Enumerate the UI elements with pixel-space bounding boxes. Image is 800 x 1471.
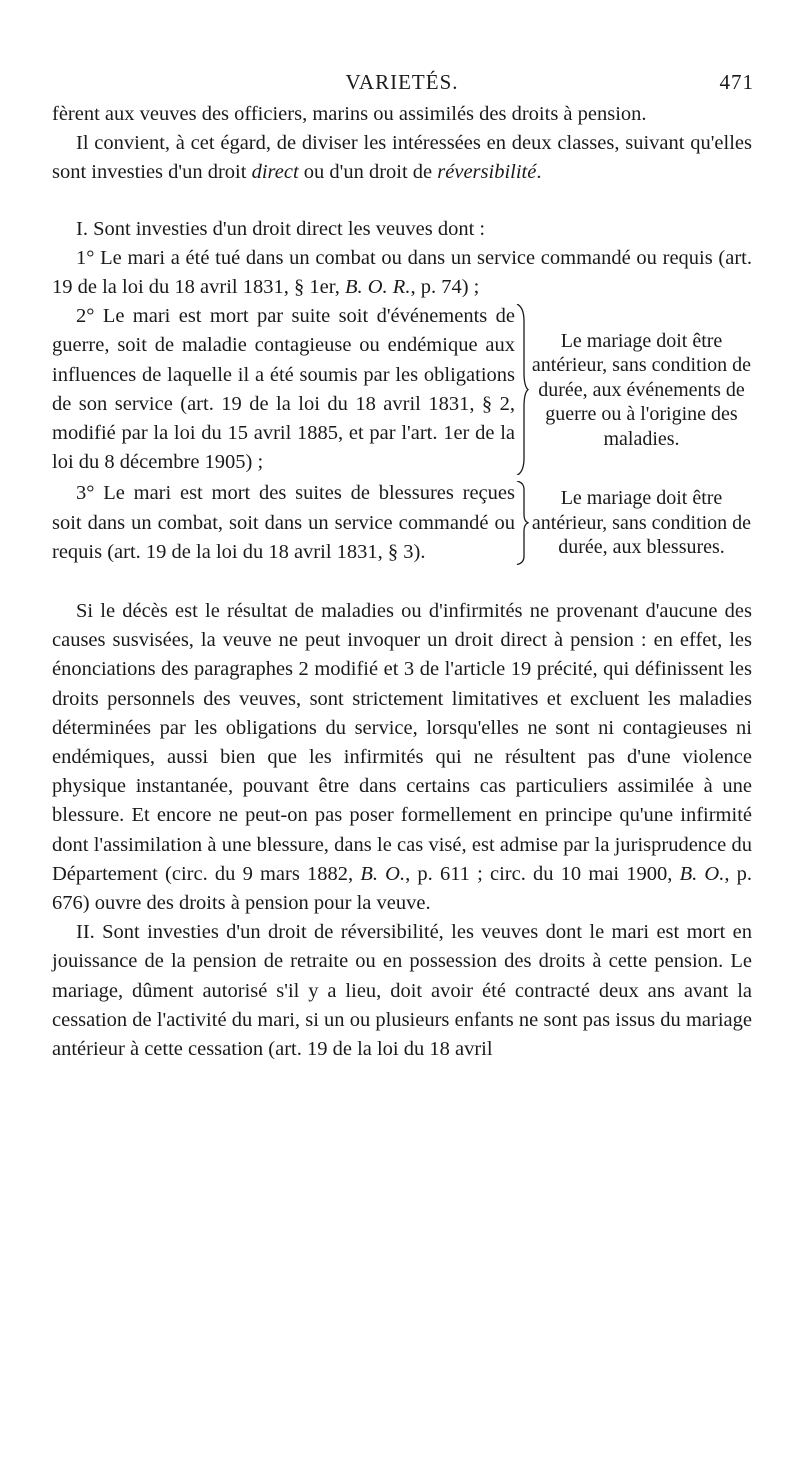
text-run: , p. 676) ouvre des droits à pension pour la veuve. xyxy=(52,862,753,915)
page-number: 471 xyxy=(719,70,754,94)
paragraph-classes xyxy=(52,129,752,187)
emphasis-bo: B. O. xyxy=(360,862,406,885)
text-run: Si le décès est le résultat de maladies ou d'infirmités ne provenant d'aucune des causes susvisées, la veuve ne peut invoquer un droit direct à pension : en effet, les énonciations des paragraphes 2 modifié et 3 de l'article 19 précité, qui définissent les droits personnels des veuves, sont strictement limitatives et excluent les maladies déterminées par les obligations du service, lorsqu'elles ne sont ni contagieuses ni endémiques, aussi bien que les infirmités qui ne résultent pas d'une violence physique instantanée, pouvant être dans certains cas particuliers assimilée à une blessure. Et encore ne peut-on pas poser formellement en principe qu'une infirmité dont l'assimilation à une blessure, dans le cas visé, est admise par la jurisprudence du Département (circ. du 9 mars 1882, xyxy=(52,600,752,885)
item-3: 3° Le mari est mort des suites de blessures reçues soit dans un combat, soit dans un service commandé ou requis (art. 19 de la loi du 18 avril 1831, § 3). xyxy=(52,482,515,563)
margin-note-1-text: Le mariage doit être antérieur, sans condition de durée, aux événements de guerre ou à l'origine des maladies. xyxy=(531,329,752,450)
item-1 xyxy=(52,244,752,302)
brace-icon xyxy=(515,302,529,477)
text-run: . xyxy=(536,161,542,184)
brace-icon xyxy=(515,479,529,567)
text-run: ou d'un droit de xyxy=(298,161,438,184)
text-run: , p. 74) ; xyxy=(410,276,480,299)
emphasis-bo: B. O. xyxy=(679,862,725,885)
emphasis-bor: B. O. R. xyxy=(344,276,411,299)
section-heading-direct: I. Sont investies d'un droit direct les veuves dont : xyxy=(76,217,486,240)
margin-note-2 xyxy=(529,479,752,567)
running-title: VARIETÉS. xyxy=(345,70,459,94)
emphasis-reversibilite: réversibilité xyxy=(437,161,537,184)
item-3-row xyxy=(52,479,752,567)
text-run: , p. 611 ; circ. du 10 mai 1900, xyxy=(405,862,680,885)
text-run: 1° Le mari a été tué dans un combat ou dans un service commandé ou requis (art. 19 de la loi du 18 avril 1831, § 1er, xyxy=(52,246,752,299)
section-gap xyxy=(52,188,752,215)
item-2-row xyxy=(52,302,752,477)
paragraph-continuation: fèrent aux veuves des officiers, marins ou assimilés des droits à pension. xyxy=(52,103,647,125)
page xyxy=(52,66,752,1064)
text-run: Il convient, à cet égard, de diviser les intéressées en deux classes, suivant qu'elles sont investies d'un droit xyxy=(52,132,752,184)
section-reversibilite: II. Sont investies d'un droit de réversibilité, les veuves dont le mari est mort en jouissance de la pension de retraite ou en possession des droits à cette pension. Le mariage, dûment autorisé s'il y a lieu, doit avoir été contracté deux ans avant la cessation de l'activité du mari, si un ou plusieurs enfants ne sont pas issus du mariage antérieur à cette cessation (art. 19 de la loi du 18 avril xyxy=(52,921,752,1061)
margin-note-2-text: Le mariage doit être antérieur, sans condition de durée, aux blessures. xyxy=(531,487,752,559)
margin-note-1 xyxy=(529,302,752,477)
running-header xyxy=(52,66,752,100)
emphasis-direct: direct xyxy=(251,161,299,184)
paragraph-deces xyxy=(52,597,752,918)
item-2: 2° Le mari est mort par suite soit d'événements de guerre, soit de maladie contagieuse ou endémique aux influences de laquelle il a été soumis par les obligations de son service (art. 19 de la loi du 18 avril 1831, § 2, modifié par la loi du 15 avril 1885, et par l'art. 1er de la loi du 8 décembre 1905) ; xyxy=(52,305,515,474)
